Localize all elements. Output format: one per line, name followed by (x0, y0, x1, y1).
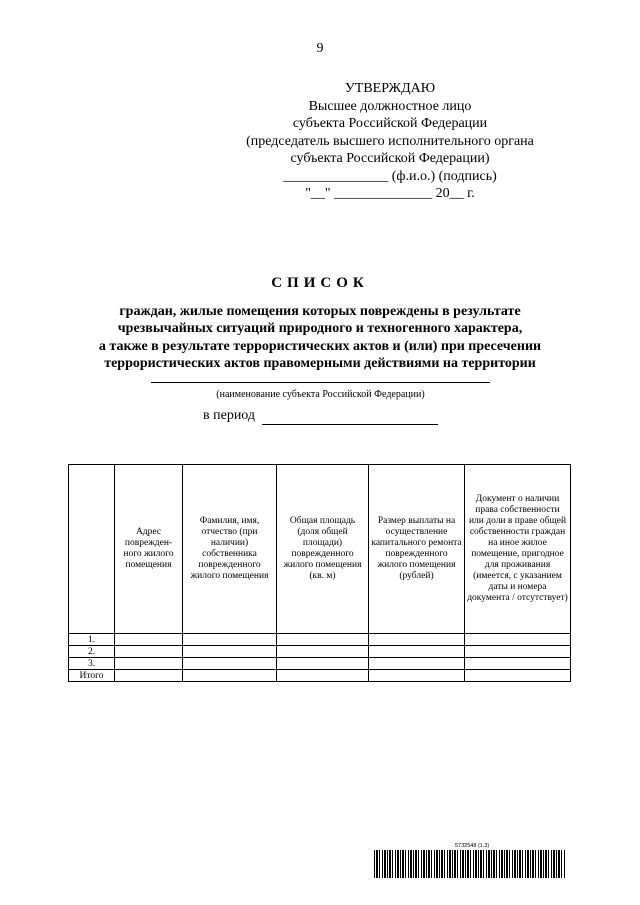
approval-heading: УТВЕРЖДАЮ (344, 81, 436, 96)
table-cell (277, 658, 369, 670)
document-subtitle (40, 303, 600, 373)
barcode-reference: 5732548 (1.3) (455, 843, 490, 849)
header-number (69, 465, 115, 634)
table-cell (277, 646, 369, 658)
approval-line: субъекта Российской Федерации) (290, 151, 490, 166)
row-number: 2. (69, 646, 115, 658)
table-cell (369, 634, 465, 646)
header-ownership-document: Документ о наличии права собственности или доли в праве общей собственности граждан на иное жилое помещение, пригодное для проживания (имеется, с указанием даты и номера документа / отсутствует) (465, 465, 571, 634)
table-cell (465, 658, 571, 670)
approval-line: (председатель высшего исполнительного органа (246, 133, 534, 149)
header-owner-name: Фамилия, имя, отчество (при наличии) собственника поврежденного жилого помещения (183, 465, 277, 634)
date-line: "__" ______________ 20__ г. (305, 186, 475, 201)
page-number: 9 (316, 41, 324, 56)
table-cell (369, 646, 465, 658)
subtitle-line: граждан, жилые помещения которых повреждены в результате (119, 304, 521, 319)
table-row (69, 646, 571, 658)
table-cell (183, 646, 277, 658)
table-total-row (69, 670, 571, 682)
table-cell (115, 646, 183, 658)
table-cell (465, 634, 571, 646)
table-row (69, 658, 571, 670)
table-cell (465, 670, 571, 682)
table-row (69, 634, 571, 646)
subtitle-line: чрезвычайных ситуаций природного и техногенного характера, (117, 321, 523, 337)
table-cell (183, 670, 277, 682)
table-cell (465, 646, 571, 658)
table-cell (183, 658, 277, 670)
table-cell (115, 634, 183, 646)
approval-line: субъекта Российской Федерации (292, 116, 488, 131)
header-payment: Размер выплаты на осуществление капитального ремонта поврежденного жилого помещения (рублей) (369, 465, 465, 634)
total-label: Итого (69, 670, 115, 682)
table-cell (183, 634, 277, 646)
header-address: Адрес поврежден-ного жилого помещения (115, 465, 183, 634)
approval-block (240, 80, 540, 203)
period-label: в период (203, 408, 256, 423)
region-blank-line (151, 382, 490, 383)
row-number: 1. (69, 634, 115, 646)
table-cell (115, 658, 183, 670)
approval-line: Высшее должностное лицо (308, 98, 472, 114)
citizens-table (68, 464, 571, 682)
region-caption: (наименование субъекта Российской Федерации) (216, 389, 425, 400)
subtitle-line: террористических актов правомерными действиями на территории (104, 356, 536, 372)
barcode (374, 850, 566, 878)
document-title: СПИСОК (271, 275, 369, 291)
subtitle-line: а также в результате террористических актов и (или) при пресечении (98, 338, 542, 354)
table-cell (277, 634, 369, 646)
table-cell (369, 670, 465, 682)
row-number: 3. (69, 658, 115, 670)
header-area: Общая площадь (доля общей площади) поврежденного жилого помещения (кв. м) (277, 465, 369, 634)
table-cell (115, 670, 183, 682)
table-cell (277, 670, 369, 682)
signature-line: _______________ (ф.и.о.) (подпись) (283, 168, 497, 184)
table-cell (369, 658, 465, 670)
period-blank-line (262, 424, 438, 425)
table-header-row (69, 465, 571, 634)
